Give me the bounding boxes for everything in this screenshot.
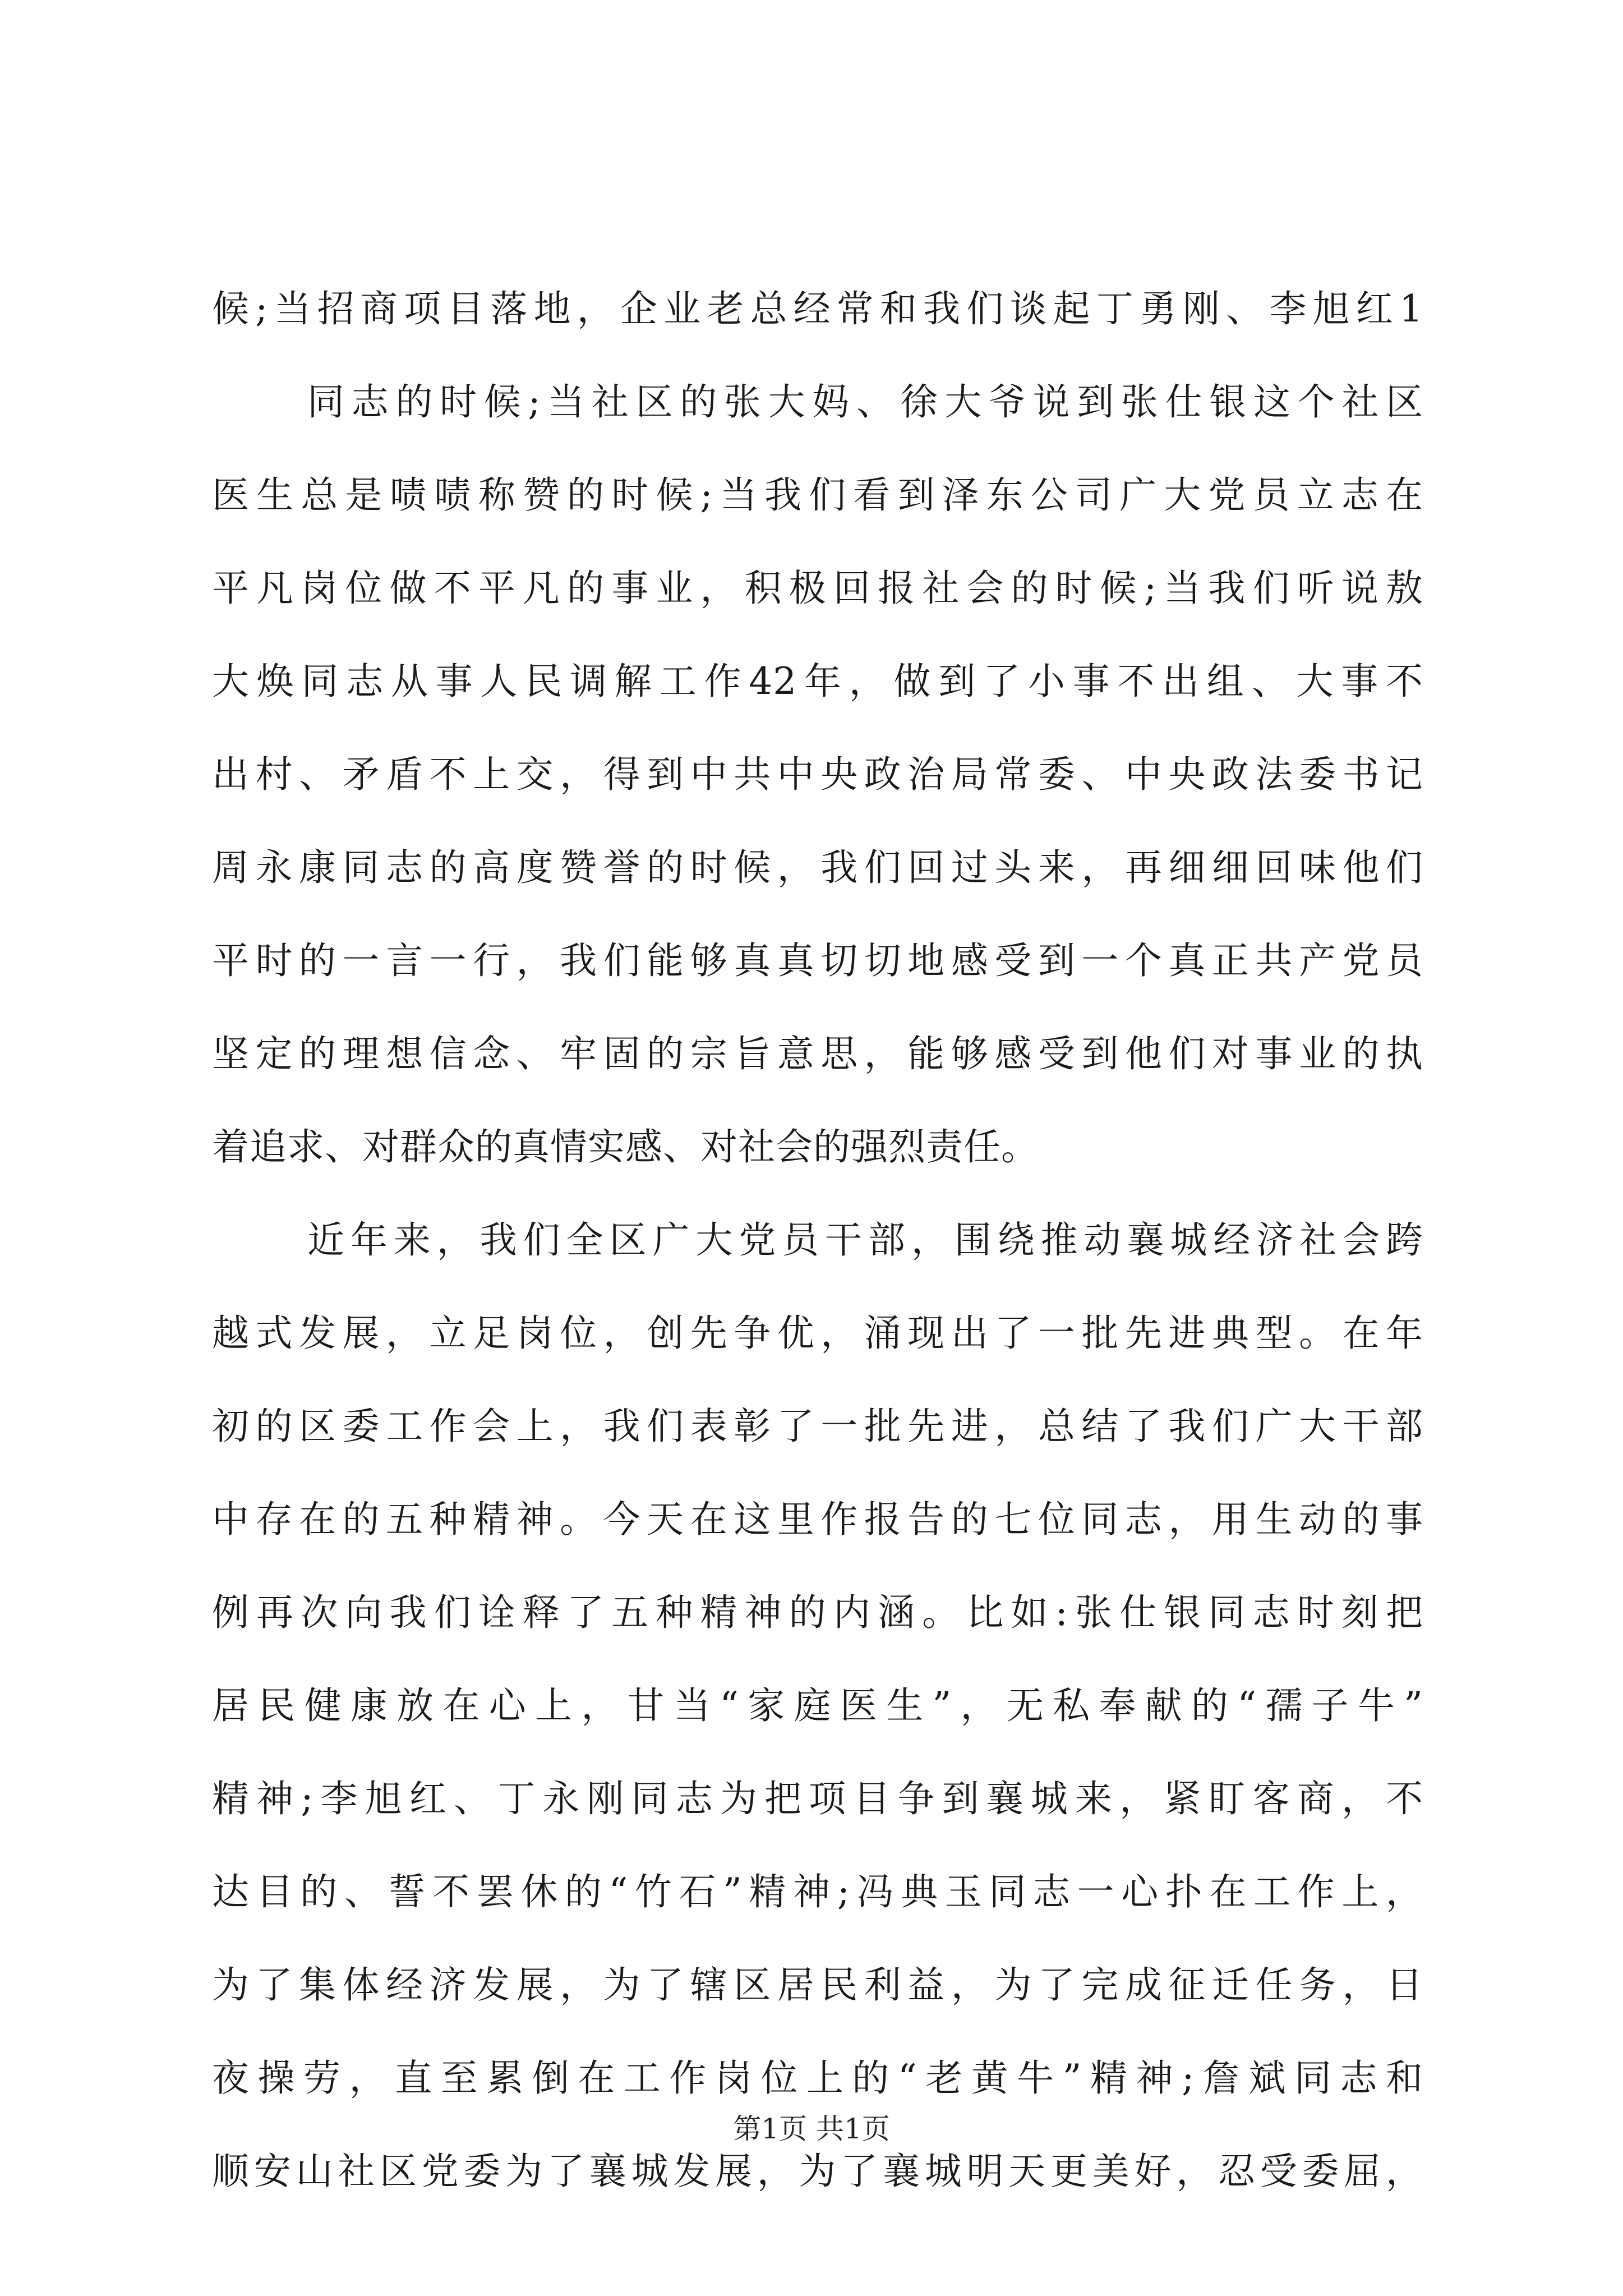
text-line: 达目的、誓不罢休的“竹石”精神;冯典玉同志一心扑在工作上， xyxy=(212,1870,1423,1913)
page-footer xyxy=(0,2109,1623,2148)
text-line: 中存在的五种精神。今天在这里作报告的七位同志，用生动的事 xyxy=(212,1498,1423,1541)
text-line: 周永康同志的高度赞誉的时候，我们回过头来，再细细回味他们 xyxy=(212,846,1423,889)
text-line: 初的区委工作会上，我们表彰了一批先进，总结了我们广大干部 xyxy=(212,1405,1423,1448)
text-line: 平时的一言一行，我们能够真真切切地感受到一个真正共产党员 xyxy=(212,939,1423,982)
text-line: 越式发展，立足岗位，创先争优，涌现出了一批先进典型。在年 xyxy=(212,1312,1423,1355)
text-line: 居民健康放在心上，甘当“家庭医生”，无私奉献的“孺子牛” xyxy=(212,1684,1423,1727)
text-line: 精神;李旭红、丁永刚同志为把项目争到襄城来，紧盯客商，不 xyxy=(212,1777,1423,1820)
page-number-label: 第1页 共1页 xyxy=(733,2113,890,2145)
text-line: 为了集体经济发展，为了辖区居民利益，为了完成征迁任务，日 xyxy=(212,1963,1423,2007)
text-line: 候;当招商项目落地，企业老总经常和我们谈起丁勇刚、李旭红1 xyxy=(212,287,1423,330)
text-line: 大焕同志从事人民调解工作42年，做到了小事不出组、大事不 xyxy=(212,660,1423,703)
text-line: 出村、矛盾不上交，得到中共中央政治局常委、中央政法委书记 xyxy=(212,753,1423,796)
text-line: 近年来，我们全区广大党员干部，围绕推动襄城经济社会跨 xyxy=(307,1218,1423,1262)
text-line: 同志的时候;当社区的张大妈、徐大爷说到张仕银这个社区 xyxy=(307,380,1423,424)
text-line: 坚定的理想信念、牢固的宗旨意思，能够感受到他们对事业的执 xyxy=(212,1032,1423,1075)
text-line: 例再次向我们诠释了五种精神的内涵。比如:张仕银同志时刻把 xyxy=(212,1591,1423,1634)
text-line: 夜操劳，直至累倒在工作岗位上的“老黄牛”精神;詹斌同志和 xyxy=(212,2056,1423,2100)
document-body xyxy=(212,263,1423,2218)
text-line: 平凡岗位做不平凡的事业，积极回报社会的时候;当我们听说敖 xyxy=(212,567,1423,610)
text-line: 医生总是啧啧称赞的时候;当我们看到泽东公司广大党员立志在 xyxy=(212,473,1423,517)
text-line: 着追求、对群众的真情实感、对社会的强烈责任。 xyxy=(212,1125,1039,1168)
text-line: 顺安山社区党委为了襄城发展，为了襄城明天更美好，忍受委屈， xyxy=(212,2150,1423,2193)
